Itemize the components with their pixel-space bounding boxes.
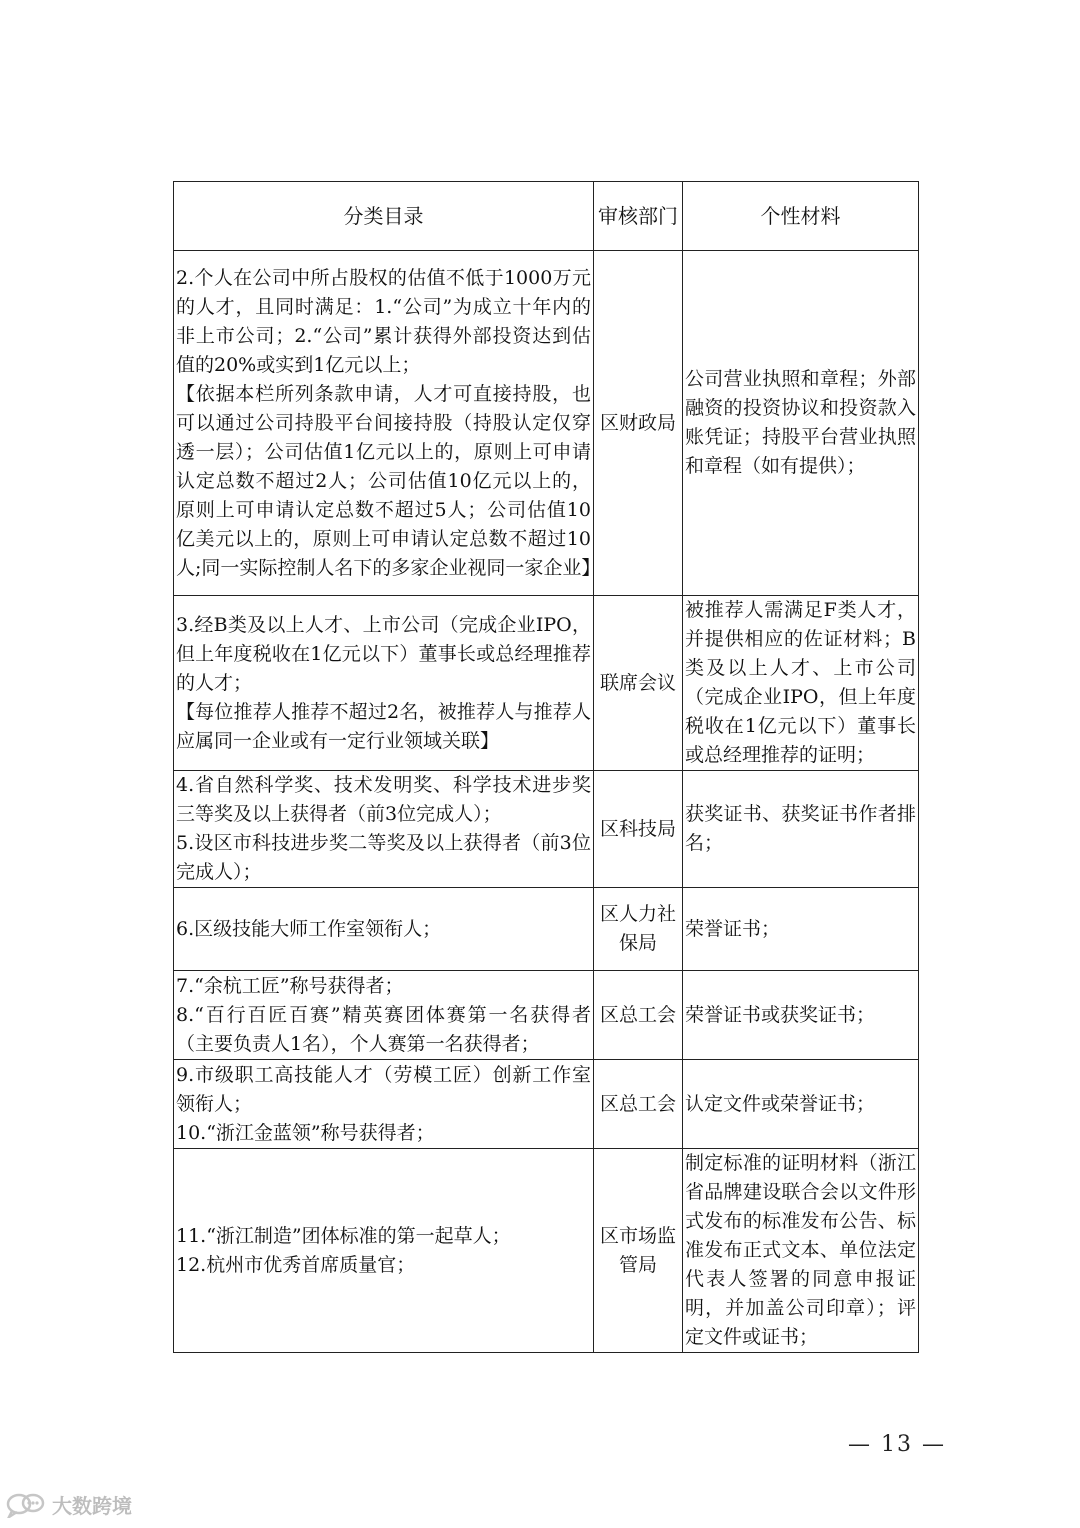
table-row	[174, 771, 919, 888]
category-text: 10.“浙江金蓝领”称号获得者；	[176, 1121, 435, 1144]
category-cell	[174, 251, 601, 596]
category-text: 6.区级技能大师工作室领衔人；	[176, 917, 442, 940]
materials-cell: 制定标准的证明材料（浙江省品牌建设联合会以文件形式发布的标准发布公告、标准发布正式文本、单位法定代表人签署的同意申报证明，并加盖公司印章）；评定文件或证书；	[683, 1149, 919, 1353]
category-cell	[174, 596, 594, 771]
materials-cell: 被推荐人需满足F类人才，并提供相应的佐证材料；B类及以上人才、上市公司（完成企业IPO，但上年度税收在1亿元以下）董事长或总经理推荐的证明；	[683, 596, 919, 771]
department-cell: 区财政局	[594, 251, 683, 596]
category-cell	[174, 888, 594, 971]
table-row	[174, 596, 919, 771]
category-note: 【依据本栏所列条款申请，人才可直接持股，也可以通过公司持股平台间接持股（持股认定仅穿透一层）；公司估值1亿元以上的，原则上可申请认定总数不超过2人；公司估值10亿元以上的，原则上可申请认定总数不超过5人；公司估值10亿美元以上的，原则上可申请认定总数不超过10人;同一实际控制人名下的多家企业视同一家企业】	[176, 382, 601, 579]
category-text: 2.个人在公司中所占股权的估值不低于1000万元的人才，且同时满足：1.“公司”为成立十年内的非上市公司；2.“公司”累计获得外部投资达到估值的20%或实到1亿元以上；	[176, 266, 591, 376]
category-text: 11.“浙江制造”团体标准的第一起草人；	[176, 1224, 511, 1247]
category-text: 4.省自然科学奖、技术发明奖、科学技术进步奖三等奖及以上获得者（前3位完成人）；	[176, 774, 591, 825]
department-cell: 区总工会	[594, 971, 683, 1060]
department-cell: 联席会议	[594, 596, 683, 771]
materials-cell: 获奖证书、获奖证书作者排名；	[683, 771, 919, 888]
header-category: 分类目录	[174, 182, 594, 251]
table-row	[174, 251, 919, 596]
table-header-row	[174, 182, 919, 251]
table-row	[174, 1149, 919, 1353]
table-row	[174, 888, 919, 971]
category-cell	[174, 971, 594, 1060]
materials-cell: 认定文件或荣誉证书；	[683, 1060, 919, 1149]
category-note: 【每位推荐人推荐不超过2名，被推荐人与推荐人应属同一企业或有一定行业领域关联】	[176, 700, 591, 752]
talent-catalog-table	[173, 181, 919, 1353]
category-text: 9.市级职工高技能人才（劳模工匠）创新工作室领衔人；	[176, 1063, 591, 1115]
department-cell: 区总工会	[594, 1060, 683, 1149]
category-text: 7.“余杭工匠”称号获得者；	[176, 974, 404, 997]
table-row	[174, 1060, 919, 1149]
department-cell: 区人力社保局	[594, 888, 683, 971]
page-number: — 13 —	[848, 1432, 946, 1457]
category-text: 12.杭州市优秀首席质量官；	[176, 1253, 416, 1276]
chat-bubble-logo-icon	[6, 1492, 46, 1518]
department-cell: 区科技局	[594, 771, 683, 888]
category-cell	[174, 1149, 594, 1353]
materials-cell: 公司营业执照和章程；外部融资的投资协议和投资款入账凭证；持股平台营业执照和章程（如有提供）；	[683, 251, 919, 596]
category-text: 3.经B类及以上人才、上市公司（完成企业IPO，但上年度税收在1亿元以下）董事长或总经理推荐的人才；	[176, 613, 591, 694]
header-materials: 个性材料	[683, 182, 919, 251]
category-cell	[174, 771, 594, 888]
watermark	[6, 1490, 132, 1519]
category-text: 5.设区市科技进步奖二等奖及以上获得者（前3位完成人）；	[176, 832, 591, 883]
category-text: 8.“百行百匠百赛”精英赛团体赛第一名获得者（主要负责人1名），个人赛第一名获得者；	[176, 1003, 591, 1055]
materials-cell: 荣誉证书或获奖证书；	[683, 971, 919, 1060]
materials-cell: 荣誉证书；	[683, 888, 919, 971]
department-cell: 区市场监管局	[594, 1149, 683, 1353]
header-department: 审核部门	[594, 182, 683, 251]
category-cell	[174, 1060, 594, 1149]
watermark-text: 大数跨境	[52, 1494, 132, 1518]
table-row	[174, 971, 919, 1060]
